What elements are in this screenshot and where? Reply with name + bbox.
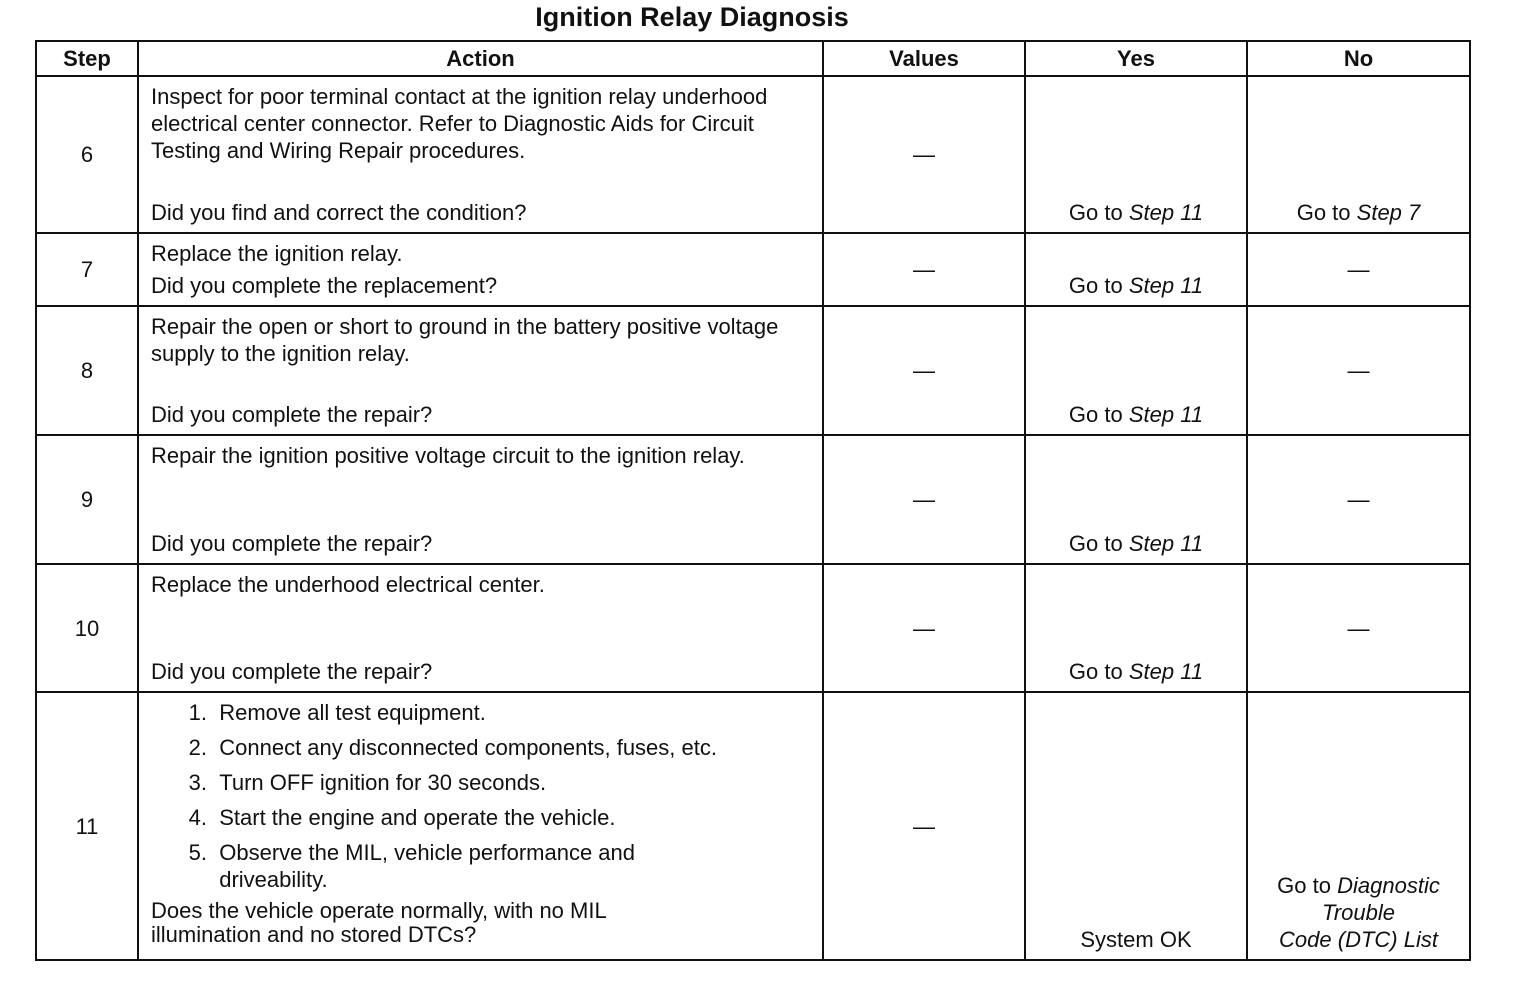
dash: — [1347,615,1370,641]
dash: — [913,487,935,512]
list-text: Connect any disconnected components, fuses, etc. [219,735,717,760]
list-item [151,804,812,831]
goto-text: Go to [1068,659,1123,684]
dtc-line-1: Diagnostic [1337,873,1440,898]
dash: — [1347,257,1370,282]
values-cell [823,435,1025,564]
header-values: Values [823,41,1025,76]
step-reference: Step 11 [1128,200,1204,225]
list-number: 5. [188,840,207,865]
action-text: Replace the underhood electrical center. [151,572,545,597]
step-number: 9 [36,435,138,564]
no-cell [1247,564,1470,692]
action-cell [138,564,823,692]
values-cell [823,233,1025,306]
dash: — [1347,358,1370,383]
table-row-step-10 [36,564,1470,692]
dash: — [913,615,935,641]
action-cell [138,233,823,306]
action-question: Does the vehicle operate normally, with no MIL illumination and no stored DTCs? [151,898,606,947]
goto-text: Go to [1068,200,1123,225]
dash: — [913,813,935,839]
goto-text: Go to [1068,273,1123,298]
no-cell [1247,233,1470,306]
step-reference: Step 11 [1128,531,1204,556]
step-number: 11 [36,692,138,960]
action-text: Repair the ignition positive voltage circuit to the ignition relay. [151,443,745,468]
list-number: 4. [188,805,207,830]
diagnosis-table [35,40,1471,961]
step-number: 10 [36,564,138,692]
action-cell [138,435,823,564]
goto-text: Go to [1277,873,1331,898]
action-cell [138,692,823,960]
action-text: Repair the open or short to ground in the battery positive voltage supply to the ignition relay. [151,314,779,366]
header-action: Action [138,41,823,76]
dash: — [913,142,935,167]
list-text: Start the engine and operate the vehicle. [219,805,616,830]
dtc-line-2: Trouble [1322,900,1395,925]
list-item [151,699,812,726]
values-cell [823,76,1025,233]
table-row-step-8 [36,306,1470,435]
action-text: Replace the ignition relay. [151,241,403,266]
procedure-list [151,699,812,893]
action-question: Did you complete the replacement? [151,273,498,298]
list-item [151,769,812,796]
dtc-list-reference [1248,872,1469,953]
no-cell [1247,692,1470,960]
yes-cell [1025,692,1247,960]
list-item [151,839,812,893]
step-number: 7 [36,233,138,306]
step-number: 6 [36,76,138,233]
list-number: 2. [188,735,207,760]
header-no: No [1247,41,1470,76]
values-cell [823,306,1025,435]
yes-cell [1025,435,1247,564]
dtc-line-3: Code (DTC) List [1279,927,1438,952]
action-cell [138,306,823,435]
list-number: 1. [188,700,207,725]
table-row-step-6 [36,76,1470,233]
list-number: 3. [188,770,207,795]
action-text: Inspect for poor terminal contact at the ignition relay underhood electrical center connector. Refer to Diagnostic Aids for Circuit Testing and Wiring Repair procedures. [151,84,768,163]
table-row-step-11 [36,692,1470,960]
document-title: Ignition Relay Diagnosis [535,2,849,32]
action-question: Did you find and correct the condition? [151,200,527,225]
header-step: Step [36,41,138,76]
action-question: Did you complete the repair? [151,531,433,556]
yes-cell [1025,76,1247,233]
system-ok-text: System OK [1080,927,1192,952]
table-row-step-9 [36,435,1470,564]
no-cell [1247,306,1470,435]
list-text: Turn OFF ignition for 30 seconds. [219,770,547,795]
list-text: Remove all test equipment. [219,700,486,725]
yes-cell [1025,306,1247,435]
goto-text: Go to [1068,531,1123,556]
step-reference: Step 11 [1128,659,1204,684]
goto-text: Go to [1068,402,1123,427]
step-reference: Step 11 [1128,273,1204,298]
values-cell [823,692,1025,960]
header-yes: Yes [1025,41,1247,76]
step-number: 8 [36,306,138,435]
step-reference: Step 11 [1128,402,1204,427]
yes-cell [1025,564,1247,692]
dash: — [913,358,935,383]
no-cell [1247,76,1470,233]
action-question: Did you complete the repair? [151,402,433,427]
step-reference: Step 7 [1356,200,1421,225]
values-cell [823,564,1025,692]
header-row [36,41,1470,76]
dash: — [913,257,935,282]
yes-cell [1025,233,1247,306]
list-text: Observe the MIL, vehicle performance and driveability. [219,840,635,892]
goto-text: Go to [1296,200,1351,225]
dash: — [1347,487,1370,512]
table-row-step-7 [36,233,1470,306]
list-item [151,734,812,761]
action-question: Did you complete the repair? [151,659,433,684]
no-cell [1247,435,1470,564]
action-cell [138,76,823,233]
